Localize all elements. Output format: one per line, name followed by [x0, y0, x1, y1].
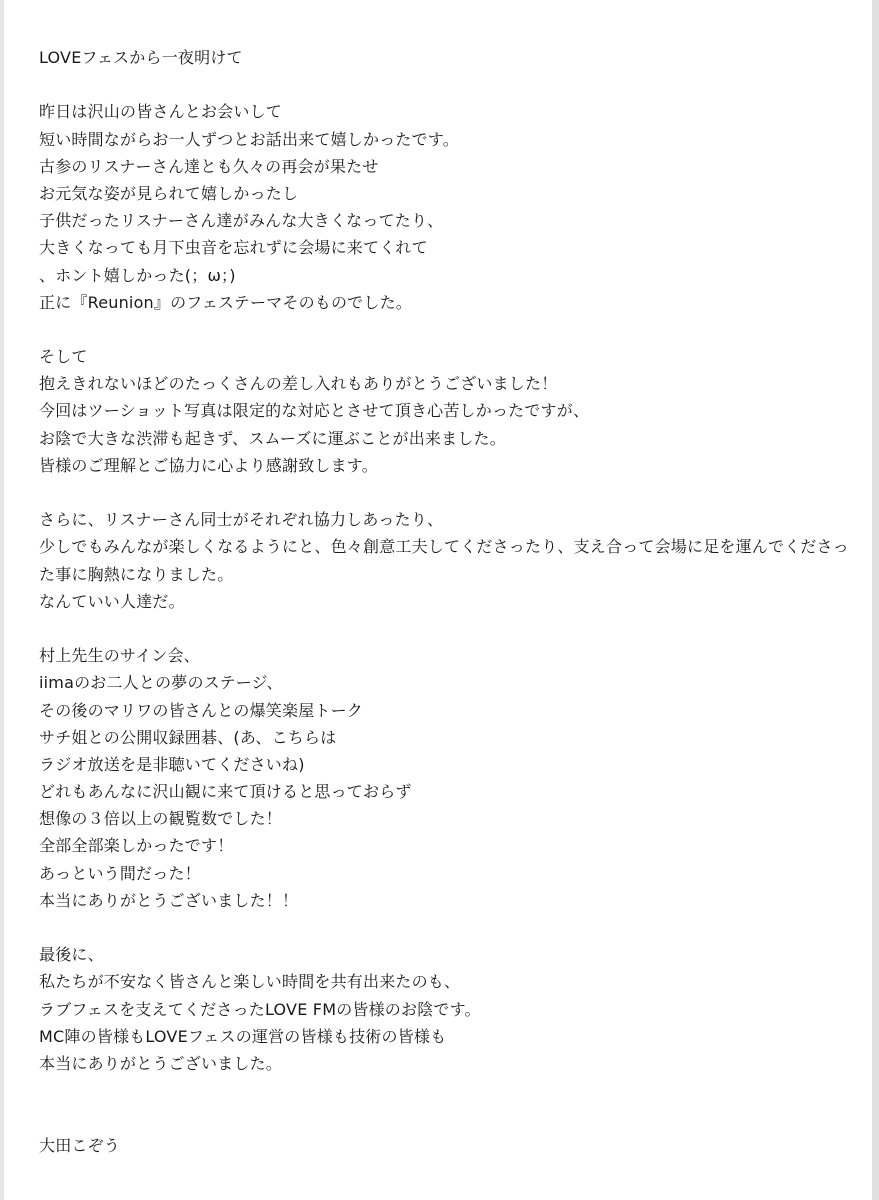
text-line: 抱えきれないほどのたっくさんの差し入れもありがとうございました！ [39, 374, 558, 394]
text-line: あっという間だった！ [39, 863, 201, 883]
text-line: その後のマリワの皆さんとの爆笑楽屋トーク [39, 700, 364, 720]
text-line: 短い時間ながらお一人ずつとお話出来て嬉しかったです。 [39, 129, 459, 149]
paragraph-events [39, 642, 859, 914]
note-title: LOVEフェスから一夜明けて [39, 48, 243, 67]
text-line: 村上先生のサイン会、 [39, 646, 200, 666]
paragraph-listeners [39, 506, 859, 615]
text-line: 、ホント嬉しかった(；ω；) [39, 265, 236, 285]
text-line: さらに、リスナーさん同士がそれぞれ協力しあったり、 [39, 510, 444, 530]
text-line: 全部全部楽しかったです！ [39, 836, 234, 856]
page-left-edge [0, 0, 4, 1200]
paragraph-thanks-gifts [39, 343, 859, 479]
text-line: 本当にありがとうございました。 [39, 1053, 283, 1073]
text-line: サチ姐との公開収録囲碁、(あ、こちらは [39, 727, 337, 747]
note-body [39, 44, 859, 1159]
text-line: 大きくなっても月下虫音を忘れずに会場に来てくれて [39, 238, 428, 258]
text-line: お元気な姿が見られて嬉しかったし [39, 183, 299, 203]
text-line: 古参のリスナーさん達とも久々の再会が果たせ [39, 156, 379, 176]
text-line: 最後に、 [39, 945, 104, 965]
text-line: 想像の３倍以上の観覧数でした！ [39, 809, 283, 829]
text-line: ラジオ放送を是非聴いてくださいね) [39, 754, 305, 774]
text-line: iimaのお二人との夢のステージ、 [39, 673, 283, 693]
text-line: どれもあんなに沢山観に来て頂けると思っておらず [39, 782, 412, 802]
text-line: 今回はツーショット写真は限定的な対応とさせて頂き心苦しかったですが、 [39, 401, 590, 421]
page-right-edge [872, 0, 879, 1200]
text-line: そして [39, 347, 88, 367]
text-line: 本当にありがとうございました！！ [39, 890, 299, 910]
text-line: 私たちが不安なく皆さんと楽しい時間を共有出来たのも、 [39, 972, 461, 992]
text-line: 昨日は沢山の皆さんとお会いして [39, 102, 283, 122]
text-line: 子供だったリスナーさん達がみんな大きくなってたり、 [39, 211, 444, 231]
text-line: 正に『Reunion』のフェステーマそのものでした。 [39, 292, 412, 312]
text-line: 皆様のご理解とご協力に心より感謝致します。 [39, 455, 378, 475]
text-line: ラブフェスを支えてくださったLOVE FMの皆様のお陰です。 [39, 999, 481, 1019]
signature: 大田こぞう [39, 1135, 121, 1155]
text-line: なんていい人達だ。 [39, 591, 185, 611]
paragraph-greeting [39, 98, 859, 316]
paragraph-closing [39, 941, 859, 1077]
text-line: お陰で大きな渋滞も起きず、スムーズに運ぶことが出来ました。 [39, 428, 506, 448]
text-line: MC陣の皆様もLOVEフェスの運営の皆様も技術の皆様も [39, 1026, 447, 1046]
text-line: 少しでもみんなが楽しくなるようにと、色々創意工夫してくださったり、支え合って会場に足を運んでくださった事に胸熱になりました。 [39, 537, 850, 584]
